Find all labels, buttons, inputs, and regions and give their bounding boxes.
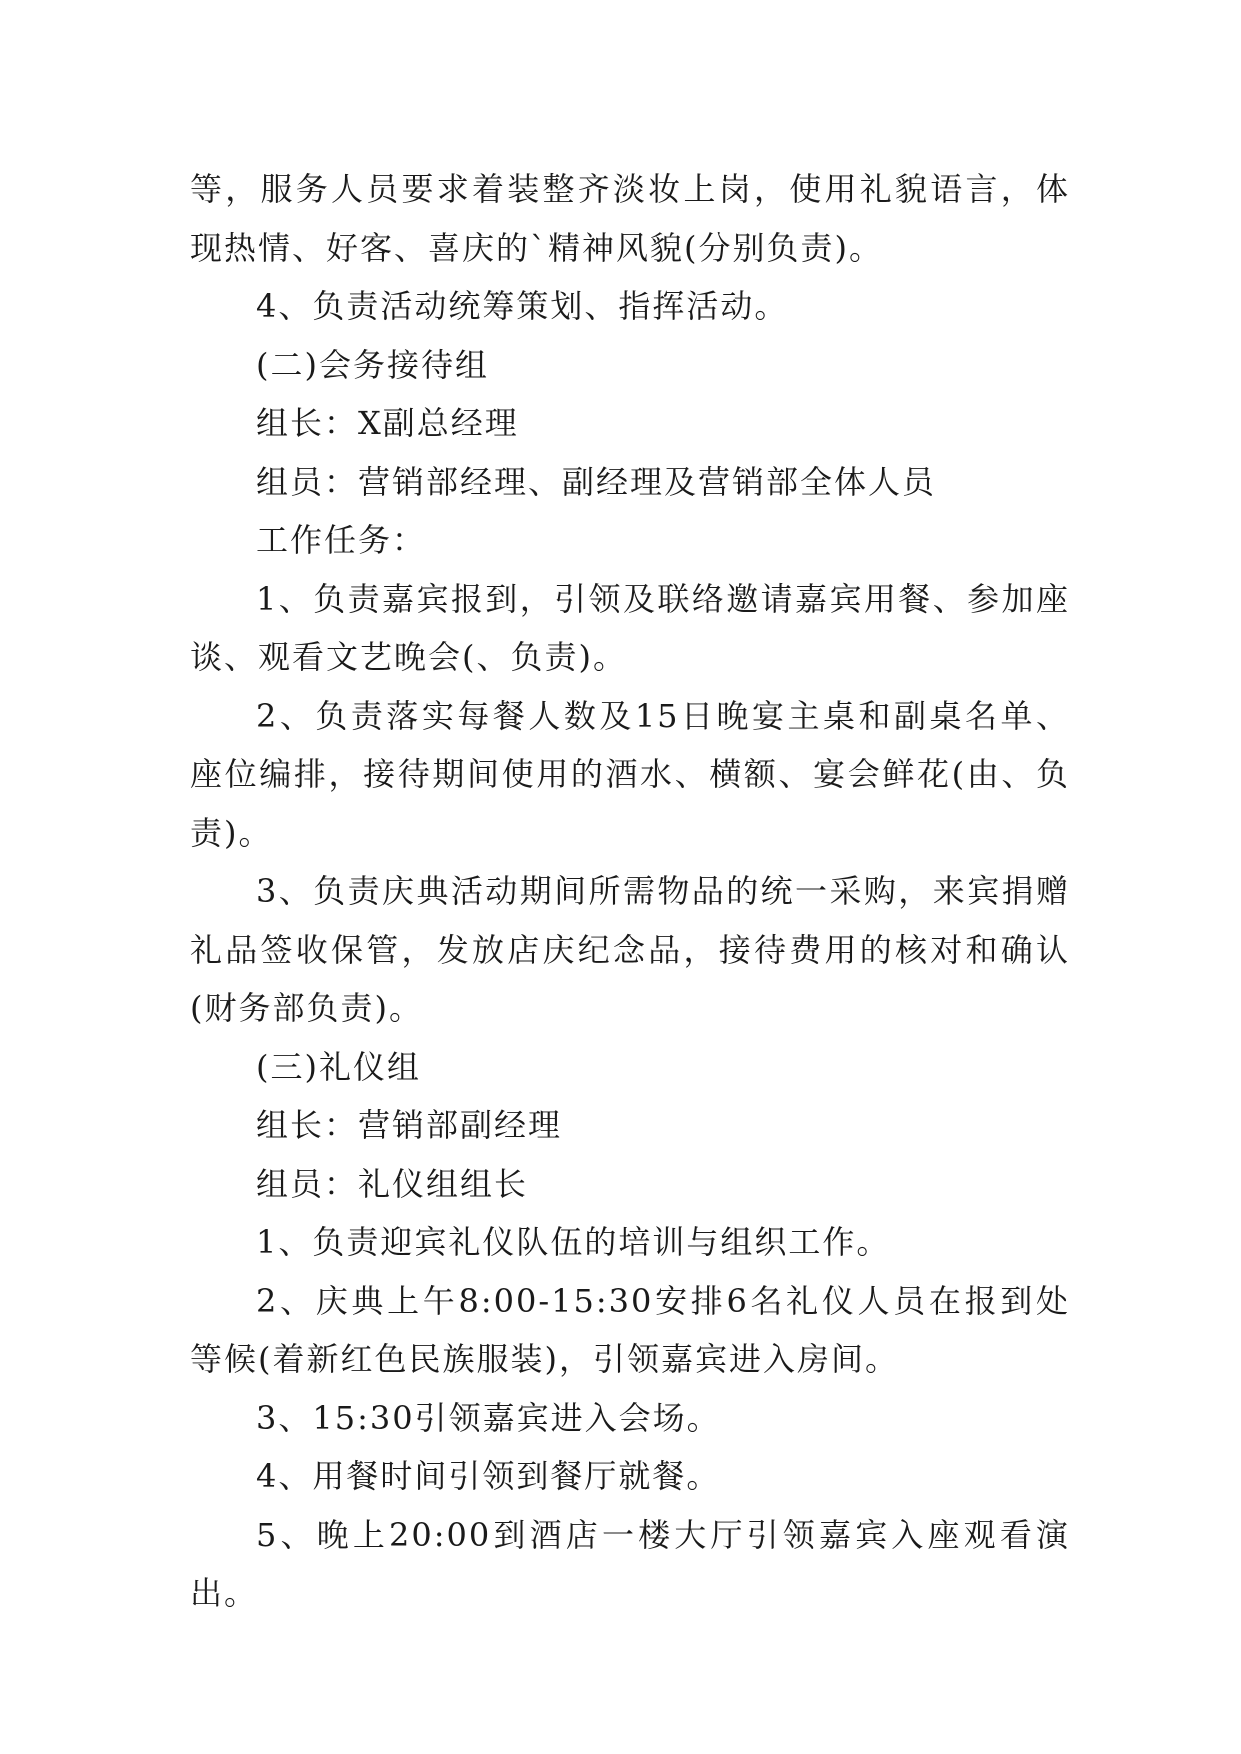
paragraph-etiquette-task-4: 4、用餐时间引领到餐厅就餐。 <box>256 1457 721 1495</box>
section-heading-reception-group: (二)会务接待组 <box>256 345 489 384</box>
reception-group-leader: 组长：X副总经理 <box>256 404 519 442</box>
paragraph-reception-task-2: 2、负责落实每餐人数及15日晚宴主桌和副桌名单、座位编排，接待期间使用的酒水、横额、宴会鲜花(由、负责)。 <box>190 696 1070 852</box>
paragraph-continuation: 等，服务人员要求着装整齐淡妆上岗，使用礼貌语言，体现热情、好客、喜庆的`精神风貌(分别负责)。 <box>190 170 1070 267</box>
document-body <box>190 160 1070 1623</box>
etiquette-group-leader: 组长：营销部副经理 <box>256 1106 563 1144</box>
work-tasks-label: 工作任务： <box>256 521 427 559</box>
paragraph-reception-task-3: 3、负责庆典活动期间所需物品的统一采购，来宾捐赠礼品签收保管，发放店庆纪念品，接待费用的核对和确认(财务部负责)。 <box>190 872 1070 1027</box>
paragraph-etiquette-task-3: 3、15:30引领嘉宾进入会场。 <box>256 1398 721 1437</box>
reception-group-members: 组员：营销部经理、副经理及营销部全体人员 <box>256 462 937 501</box>
paragraph-reception-task-1: 1、负责嘉宾报到，引领及联络邀请嘉宾用餐、参加座谈、观看文艺晚会(、负责)。 <box>190 579 1070 676</box>
paragraph-item-4-planning: 4、负责活动统筹策划、指挥活动。 <box>256 287 789 325</box>
paragraph-etiquette-task-5: 5、晚上20:00到酒店一楼大厅引领嘉宾入座观看演出。 <box>190 1515 1070 1612</box>
section-heading-etiquette-group: (三)礼仪组 <box>256 1047 421 1086</box>
paragraph-etiquette-task-2: 2、庆典上午8:00-15:30安排6名礼仪人员在报到处等候(着新红色民族服装)，引领嘉宾进入房间。 <box>190 1281 1070 1378</box>
etiquette-group-members: 组员：礼仪组组长 <box>256 1164 529 1203</box>
paragraph-etiquette-task-1: 1、负责迎宾礼仪队伍的培训与组织工作。 <box>256 1223 891 1261</box>
